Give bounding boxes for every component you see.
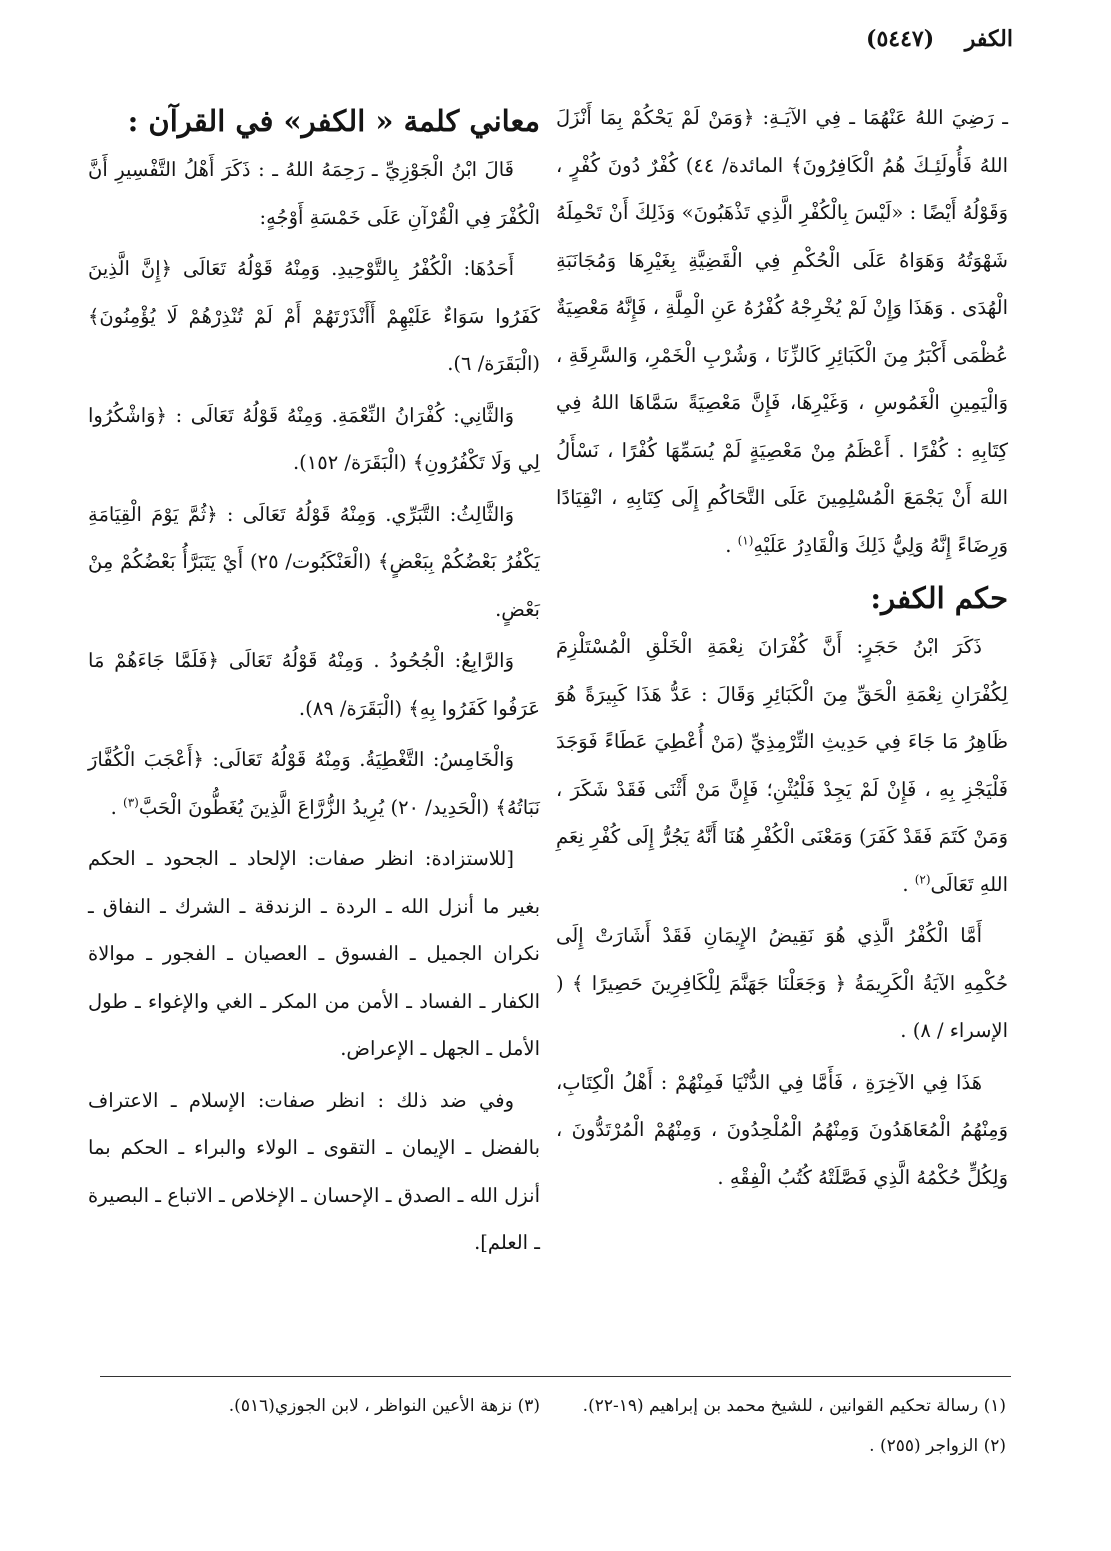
meaning-item: وَالرَّابِعُ: الْجُحُودُ . وَمِنْهُ قَوْلُهُ تَعَالَى ﴿فَلَمَّا جَاءَهُمْ مَا عَرَفُوا كَفَرُوا بِهِ﴾ (الْبَقَرَة/ ٨٩). <box>88 649 540 720</box>
see-also-opposite: وفي ضد ذلك : انظر صفات: الإسلام ـ الاعتراف بالفضل ـ الإيمان ـ التقوى ـ الولاء والبراء ـ الحكم بما أنزل الله ـ الصدق ـ الإحسان ـ الإخلاص ـ الاتباع ـ البصيرة ـ العلم]. <box>88 1088 540 1254</box>
footnote-ref: (٣) <box>123 795 139 809</box>
header-title: الكفر <box>964 26 1013 52</box>
paragraph-text: ـ رَضِيَ اللهُ عَنْهُمَا ـ فِي الآيَـةِ: ﴿وَمَنْ لَمْ يَحْكُمْ بِمَا أَنْزَلَ اللهُ فَأُولَئِـكَ هُمُ الْكَافِرُونَ﴾ المائدة/ ٤٤) كُفْرٌ دُونَ كُفْرٍ ، وَقَوْلُهُ أَيْضًا : «لَيْسَ بِالْكُفْرِ الَّذِي تَذْهَبُونَ» وَذَلِكَ أَنْ تَحْمِلَهُ شَهْوَتُهُ وَهَوَاهُ عَلَى الْحُكْمِ فِي الْقَضِيَّةِ بِغَيْرِهَا وَمُجَانَبَةِ الْهُدَى . وَهَذَا وَإِنْ لَمْ يُخْرِجْهُ كُفْرُهُ عَنِ الْمِلَّةِ ، فَإِنَّهُ مَعْصِيَةٌ عُظْمَى أَكْبَرُ مِنَ الْكَبَائِرِ كَالزِّنَا ، وَشُرْبِ الْخَمْرِ، وَالسَّرِقَةِ ، وَالْيَمِينِ الْغَمُوسِ ، وَغَيْرِهَا، فَإِنَّ مَعْصِيَةً سَمَّاهَا اللهُ فِي كِتَابِهِ : كُفْرًا . أَعْظَمُ مِنْ مَعْصِيَةٍ لَمْ يُسَمِّهَا كُفْرًا ، نَسْأَلُ اللهَ أَنْ يَجْمَعَ الْمُسْلِمِينَ عَلَى التَّحَاكُمِ إِلَى كِتَابِهِ ، انْقِيَادًا وَرِضَاءً إِنَّهُ وَلِيُّ ذَلِكَ وَالْقَادِرُ عَلَيْهِ <box>556 106 1008 557</box>
footnotes-right <box>566 1386 1006 1466</box>
footnote: (١) رسالة تحكيم القوانين ، للشيخ محمد بن إبراهيم (١٩-٢٢). <box>582 1396 1006 1416</box>
paragraph: ذَكَرَ ابْنُ حَجَرٍ: أَنَّ كُفْرَانَ نِعْمَةِ الْخَلْقِ الْمُسْتَلْزِمَ لِكُفْرَانِ نِعْمَةِ الْحَقِّ مِنَ الْكَبَائِرِ وَقَالَ : عَدُّ هَذَا كَبِيرَةً هُوَ ظَاهِرُ مَا جَاءَ فِي حَدِيثِ التِّرْمِذِيِّ (مَنْ أُعْطِيَ عَطَاءً فَوَجَدَ فَلْيَجْزِ بِهِ ، فَإِنْ لَمْ يَجِدْ فَلْيُثْنِ؛ فَإِنَّ مَنْ أَثْنَى فَقَدْ شَكَرَ ، وَمَنْ كَتَمَ فَقَدْ كَفَرَ) وَمَعْنَى الْكُفْرِ هُنَا أَنَّهُ يَجُرُّ إِلَى كُفْرِ نِعَمِ اللهِ تَعَالَى$^{(٢)}$ . <box>556 635 1008 896</box>
footnotes-left <box>100 1386 540 1426</box>
section-heading: معاني كلمة « الكفر» في القرآن : <box>127 104 540 138</box>
paragraph: ـ رَضِيَ اللهُ عَنْهُمَا ـ فِي الآيَـةِ: ﴿وَمَنْ لَمْ يَحْكُمْ بِمَا أَنْزَلَ اللهُ فَأُولَئِـكَ هُمُ الْكَافِرُونَ﴾ المائدة/ ٤٤) كُفْرٌ دُونَ كُفْرٍ ، وَقَوْلُهُ أَيْضًا : «لَيْسَ بِالْكُفْرِ الَّذِي تَذْهَبُونَ» وَذَلِكَ أَنْ تَحْمِلَهُ شَهْوَتُهُ وَهَوَاهُ عَلَى الْحُكْمِ فِي الْقَضِيَّةِ بِغَيْرِهَا وَمُجَانَبَةِ الْهُدَى . وَهَذَا وَإِنْ لَمْ يُخْرِجْهُ كُفْرُهُ عَنِ الْمِلَّةِ ، فَإِنَّهُ مَعْصِيَةٌ عُظْمَى أَكْبَرُ مِنَ الْكَبَائِرِ كَالزِّنَا ، وَشُرْبِ الْخَمْرِ، وَالسَّرِقَةِ ، وَالْيَمِينِ الْغَمُوسِ ، وَغَيْرِهَا، فَإِنَّ مَعْصِيَةً سَمَّاهَا اللهُ فِي كِتَابِهِ : كُفْرًا . أَعْظَمُ مِنْ مَعْصِيَةٍ لَمْ يُسَمِّهَا كُفْرًا ، نَسْأَلُ اللهَ أَنْ يَجْمَعَ الْمُسْلِمِينَ عَلَى التَّحَاكُمِ إِلَى كِتَابِهِ ، انْقِيَادًا وَرِضَاءً إِنَّهُ وَلِيُّ ذَلِكَ وَالْقَادِرُ عَلَيْهِ$^{(١)}$ . <box>556 106 1008 557</box>
footnote-separator <box>100 1376 1011 1377</box>
footnote-ref: (٢) <box>914 872 931 886</box>
meaning-item: وَالثَّانِي: كُفْرَانُ النِّعْمَةِ. وَمِنْهُ قَوْلُهُ تَعَالَى : ﴿وَاشْكُرُوا لِي وَلَا تَكْفُرُونِ﴾ (الْبَقَرَة/ ١٥٢). <box>88 403 540 474</box>
meaning-item: أَحَدُهَا: الْكُفْرُ بِالتَّوْحِيدِ. وَمِنْهُ قَوْلُهُ تَعَالَى ﴿إِنَّ الَّذِينَ كَفَرُوا سَوَاءٌ عَلَيْهِمْ أَأَنْذَرْتَهُمْ أَمْ لَمْ تُنْذِرْهُمْ لَا يُؤْمِنُونَ﴾ (الْبَقَرَة/ ٦). <box>88 257 540 375</box>
left-column <box>88 94 540 1271</box>
paragraph: قَالَ ابْنُ الْجَوْزِيِّ ـ رَحِمَهُ اللهُ ـ : ذَكَرَ أَهْلُ التَّفْسِيرِ أَنَّ الْكُفْرَ فِي الْقُرْآنِ عَلَى خَمْسَةِ أَوْجُهٍ: <box>88 158 540 229</box>
see-also: [للاستزادة: انظر صفات: الإلحاد ـ الجحود ـ الحكم بغير ما أنزل الله ـ الردة ـ الزندقة ـ الشرك ـ النفاق ـ نكران الجميل ـ الفسوق ـ العصيان ـ الفجور ـ موالاة الكفار ـ الفساد ـ الأمن من المكر ـ الغي والإغواء ـ طول الأمل ـ الجهل ـ الإعراض. <box>88 847 540 1060</box>
header-page-number: (٥٤٤٧) <box>866 26 935 52</box>
paragraph: أَمَّا الْكُفْرُ الَّذِي هُوَ نَقِيضُ الإِيمَانِ فَقَدْ أَشَارَتْ إِلَى حُكْمِهِ الآيَةُ الْكَرِيمَةُ ﴿ وَجَعَلْنَا جَهَنَّمَ لِلْكَافِرِينَ حَصِيرًا ﴾ ( الإسراء / ٨) . <box>556 924 1008 1042</box>
section-heading: حكم الكفر: <box>870 581 1008 615</box>
footnote-ref: (١) <box>737 533 754 547</box>
meaning-item: وَالثَّالِثُ: التَّبَرِّي. وَمِنْهُ قَوْلُهُ تَعَالَى : ﴿ثُمَّ يَوْمَ الْقِيَامَةِ يَكْفُرُ بَعْضُكُمْ بِبَعْضٍ﴾ (الْعَنْكَبُوت/ ٢٥) أَيْ يَتَبَرَّأُ بَعْضُكُمْ مِنْ بَعْضٍ. <box>88 502 540 621</box>
paragraph-text: وَالْخَامِسُ: التَّغْطِيَةُ. وَمِنْهُ قَوْلُهُ تَعَالَى: ﴿أَعْجَبَ الْكُفَّارَ نَبَاتُهُ﴾ (الْحَدِيد/ ٢٠) يُرِيدُ الزُّرَّاعَ الَّذِينَ يُغَطُّونَ الْحَبَّ <box>88 748 540 819</box>
footnote: (٣) نزهة الأعين النواظر ، لابن الجوزي(٥١٦). <box>228 1396 540 1416</box>
running-header <box>866 26 1013 52</box>
right-column <box>556 94 1008 1205</box>
paragraph-text: ذَكَرَ ابْنُ حَجَرٍ: أَنَّ كُفْرَانَ نِعْمَةِ الْخَلْقِ الْمُسْتَلْزِمَ لِكُفْرَانِ نِعْمَةِ الْحَقِّ مِنَ الْكَبَائِرِ وَقَالَ : عَدُّ هَذَا كَبِيرَةً هُوَ ظَاهِرُ مَا جَاءَ فِي حَدِيثِ التِّرْمِذِيِّ (مَنْ أُعْطِيَ عَطَاءً فَوَجَدَ فَلْيَجْزِ بِهِ ، فَإِنْ لَمْ يَجِدْ فَلْيُثْنِ؛ فَإِنَّ مَنْ أَثْنَى فَقَدْ شَكَرَ ، وَمَنْ كَتَمَ فَقَدْ كَفَرَ) وَمَعْنَى الْكُفْرِ هُنَا أَنَّهُ يَجُرُّ إِلَى كُفْرِ نِعَمِ اللهِ تَعَالَى <box>556 635 1008 896</box>
footnote: (٢) الزواجر (٢٥٥) . <box>869 1436 1006 1456</box>
paragraph: هَذَا فِي الآخِرَةِ ، فَأَمَّا فِي الدُّنْيَا فَمِنْهُمْ : أَهْلُ الْكِتَابِ، وَمِنْهُمُ الْمُعَاهَدُونَ وَمِنْهُمُ الْمُلْحِدُونَ ، وَمِنْهُمْ الْمُرْتَدُّونَ ، وَلِكُلٍّ حُكْمُهُ الَّذِي فَصَّلَتْهُ كُتُبُ الْفِقْهِ . <box>556 1070 1008 1189</box>
meaning-item: وَالْخَامِسُ: التَّغْطِيَةُ. وَمِنْهُ قَوْلُهُ تَعَالَى: ﴿أَعْجَبَ الْكُفَّارَ نَبَاتُهُ﴾ (الْحَدِيد/ ٢٠) يُرِيدُ الزُّرَّاعَ الَّذِينَ يُغَطُّونَ الْحَبَّ$^{(٣)}$ . <box>88 748 540 819</box>
